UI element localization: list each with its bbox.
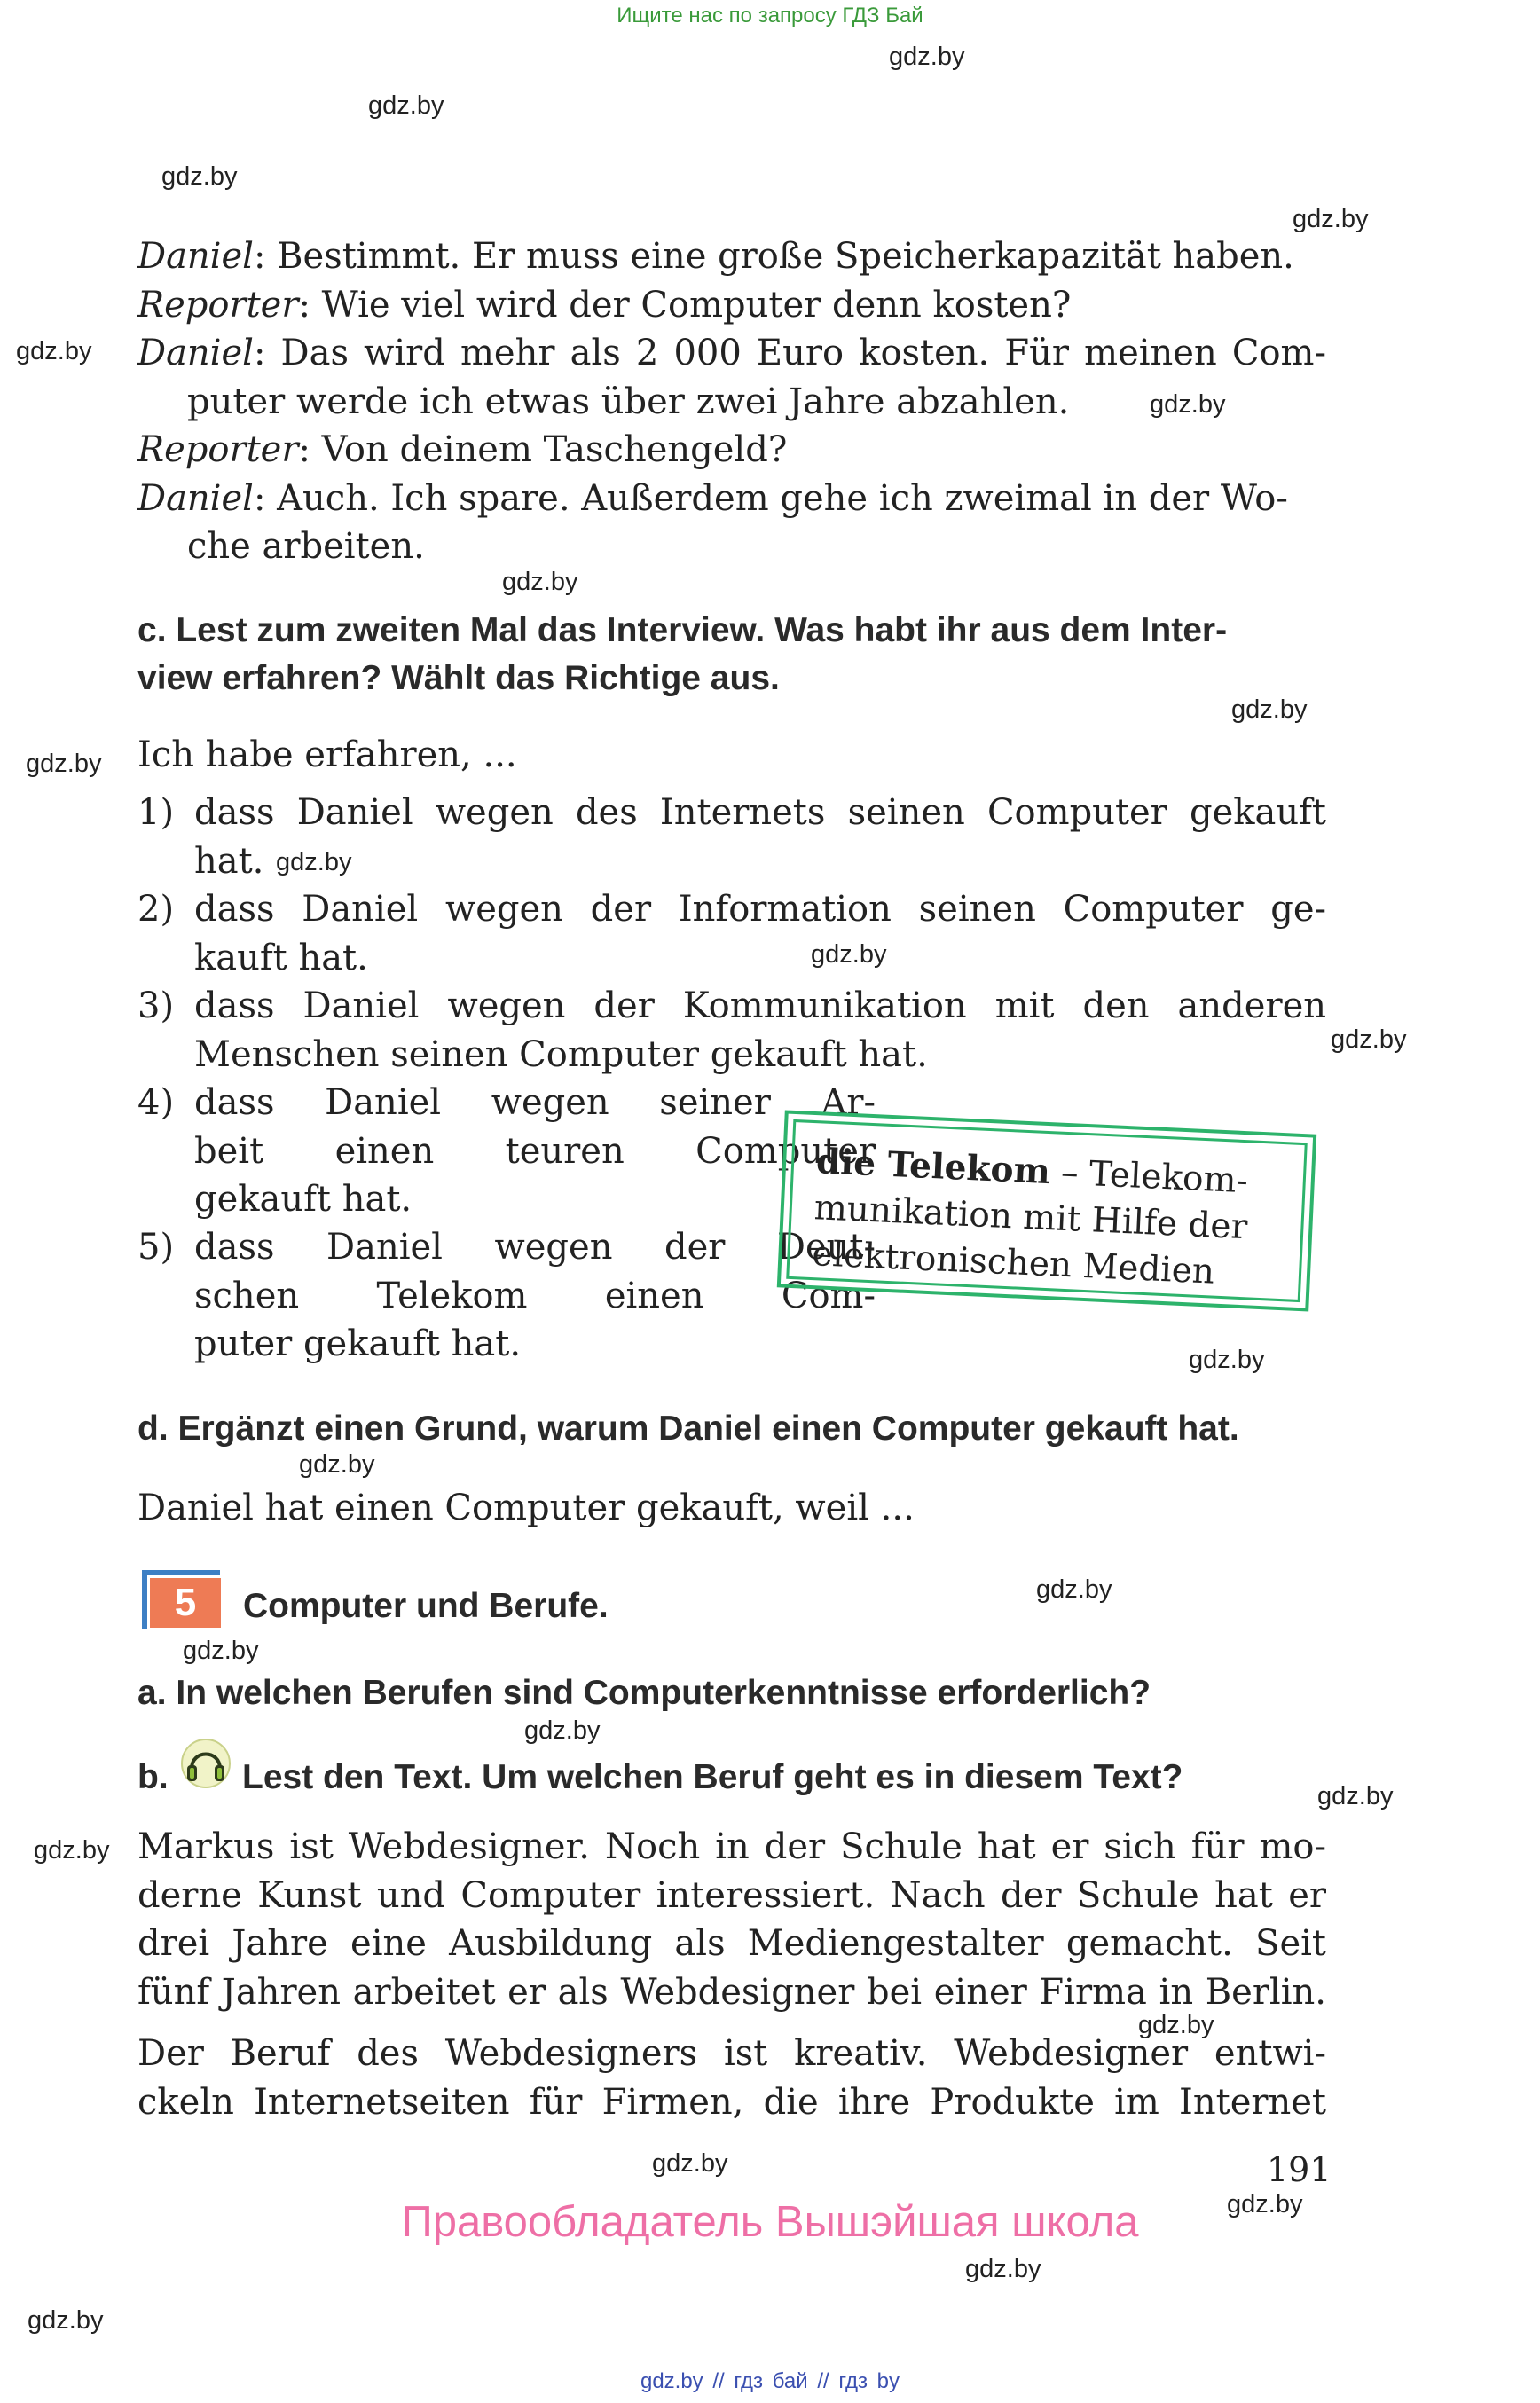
watermark: gdz.by — [276, 848, 352, 876]
dialogue-text: Bestimmt. Er muss eine große Speicherkapazität haben. — [277, 236, 1294, 277]
dialogue-text: puter werde ich etwas über zwei Jahre abzahlen. — [187, 381, 1070, 422]
watermark: gdz.by — [26, 750, 102, 778]
task-d-heading: d. Ergänzt einen Grund, warum Daniel einen Computer gekauft hat. — [138, 1410, 1239, 1448]
watermark: gdz.by — [1292, 205, 1369, 233]
text-line: Der Beruf des Webdesigners ist kreativ. Webdesigner entwi- — [138, 2033, 1326, 2074]
speaker-name: Daniel — [138, 477, 254, 519]
top-banner[interactable]: Ищите нас по запросу ГДЗ Бай — [617, 4, 923, 27]
option-line: hat. — [194, 840, 264, 882]
vocabulary-term: die Telekom — [815, 1141, 1051, 1193]
watermark: gdz.by — [502, 568, 578, 596]
dialogue-text: Das wird mehr als 2 000 Euro kosten. Für meinen Com- — [280, 333, 1326, 373]
option-line: dass Daniel wegen seiner Ar- — [194, 1082, 876, 1123]
speaker-name: Reporter — [138, 284, 299, 326]
watermark: gdz.by — [1317, 1782, 1394, 1810]
dialogue-line: Daniel: Das wird mehr als 2 000 Euro kosten. Für meinen Com- — [138, 333, 1326, 373]
option-number: 2) — [138, 889, 175, 930]
option-line: gekauft hat. — [194, 1179, 412, 1220]
definition-text: munikation mit Hilfe der — [813, 1188, 1249, 1248]
dialogue-line: Daniel: Bestimmt. Er muss eine große Speicherkapazität haben. — [138, 236, 1294, 277]
watermark: gdz.by — [1036, 1575, 1112, 1604]
option-line: puter gekauft hat. — [194, 1323, 522, 1364]
page-number: 191 — [1267, 2150, 1332, 2189]
option-line: dass Daniel wegen der Deut- — [194, 1227, 876, 1268]
task-line: view erfahren? Wählt das Richtige aus. — [138, 659, 780, 697]
definition-text: elektronischen Medien — [811, 1234, 1215, 1292]
watermark: gdz.by — [1150, 390, 1226, 419]
option-line: dass Daniel wegen der Information seinen Computer ge- — [194, 889, 1326, 930]
watermark: gdz.by — [368, 91, 444, 120]
task-b-label: b. — [138, 1758, 169, 1796]
option-line: dass Daniel wegen des Internets seinen Computer gekauft — [194, 792, 1326, 833]
watermark: gdz.by — [1189, 1346, 1265, 1374]
dialogue-line: Reporter: Von deinem Taschengeld? — [138, 429, 788, 470]
task-c-heading — [138, 607, 1326, 703]
watermark: gdz.by — [28, 2306, 104, 2335]
task-b-heading — [138, 1754, 1326, 1802]
dialogue-line: Daniel: Auch. Ich spare. Außerdem gehe ich zweimal in der Wo- — [138, 477, 1288, 519]
watermark: gdz.by — [34, 1836, 110, 1865]
option-number: 3) — [138, 986, 175, 1026]
task-d-sentence: Daniel hat einen Computer gekauft, weil ... — [138, 1488, 915, 1528]
footer-links[interactable]: gdz.by // гдз бай // гдз by — [640, 2369, 900, 2393]
exercise-number-badge: 5 — [150, 1578, 221, 1628]
text-line: fünf Jahren arbeitet er als Webdesigner bei einer Firma in Berlin. — [138, 1971, 1326, 2013]
vocabulary-box — [777, 1110, 1316, 1311]
option-line: Menschen seinen Computer gekauft hat. — [194, 1033, 928, 1075]
watermark: gdz.by — [1331, 1025, 1407, 1054]
watermark: gdz.by — [1231, 695, 1308, 724]
badge-accent — [142, 1570, 220, 1575]
watermark: gdz.by — [652, 2149, 728, 2178]
text-line: derne Kunst und Computer interessiert. Nach der Schule hat er — [138, 1874, 1326, 1916]
reading-text — [138, 2030, 1326, 2126]
option-line: kauft hat. — [194, 937, 368, 978]
dialogue-text: Auch. Ich spare. Außerdem gehe ich zweimal in der Wo- — [277, 477, 1288, 519]
speaker-name: Reporter — [138, 429, 299, 470]
watermark: gdz.by — [524, 1716, 601, 1745]
option-line: beit einen teuren Computer — [194, 1130, 876, 1172]
dialogue-line: Reporter: Wie viel wird der Computer denn kosten? — [138, 284, 1072, 326]
watermark: gdz.by — [183, 1637, 259, 1665]
option-line: schen Telekom einen Com- — [194, 1275, 876, 1316]
watermark: gdz.by — [811, 940, 887, 969]
speaker-name: Daniel — [138, 333, 254, 373]
watermark: gdz.by — [161, 162, 238, 191]
headphones-icon[interactable] — [181, 1737, 231, 1790]
reading-text — [138, 1823, 1326, 2016]
dialogue-text: Wie viel wird der Computer denn kosten? — [321, 284, 1072, 326]
vocabulary-definition — [811, 1138, 1287, 1299]
dialogue-line — [138, 522, 1326, 571]
text-line: ckeln Internetseiten für Firmen, die ihre Produkte im Internet — [138, 2081, 1326, 2123]
text-line: drei Jahre eine Ausbildung als Mediengestalter gemacht. Seit — [138, 1923, 1326, 1964]
task-b-text: Lest den Text. Um welchen Beruf geht es in diesem Text? — [242, 1758, 1183, 1796]
speaker-name: Daniel — [138, 236, 254, 277]
option-number: 4) — [138, 1082, 175, 1123]
task-c-intro: Ich habe erfahren, ... — [138, 734, 517, 775]
watermark: gdz.by — [299, 1450, 375, 1479]
option-number: 5) — [138, 1227, 175, 1268]
option-number: 1) — [138, 792, 175, 833]
watermark: gdz.by — [1227, 2190, 1303, 2218]
definition-text: – Telekom- — [1049, 1152, 1249, 1202]
watermark: gdz.by — [965, 2255, 1041, 2283]
task-line: c. Lest zum zweiten Mal das Interview. Was habt ihr aus dem Inter- — [138, 611, 1228, 649]
dialogue-text: Von deinem Taschengeld? — [321, 429, 788, 470]
dialogue — [138, 232, 1326, 571]
exercise-title: Computer und Berufe. — [243, 1587, 609, 1625]
badge-accent — [142, 1570, 147, 1629]
task-a-heading: a. In welchen Berufen sind Computerkenntnisse erforderlich? — [138, 1674, 1151, 1712]
dialogue-text: che arbeiten. — [187, 526, 425, 567]
watermark: gdz.by — [889, 43, 965, 71]
option-line: dass Daniel wegen der Kommunikation mit den anderen — [194, 986, 1326, 1026]
copyright-holder: Правообладатель Вышэйшая школа — [401, 2198, 1139, 2246]
watermark: gdz.by — [1138, 2011, 1214, 2039]
dialogue-line — [138, 378, 1326, 427]
text-line: Markus ist Webdesigner. Noch in der Schule hat er sich für mo- — [138, 1826, 1326, 1867]
watermark: gdz.by — [16, 337, 92, 365]
